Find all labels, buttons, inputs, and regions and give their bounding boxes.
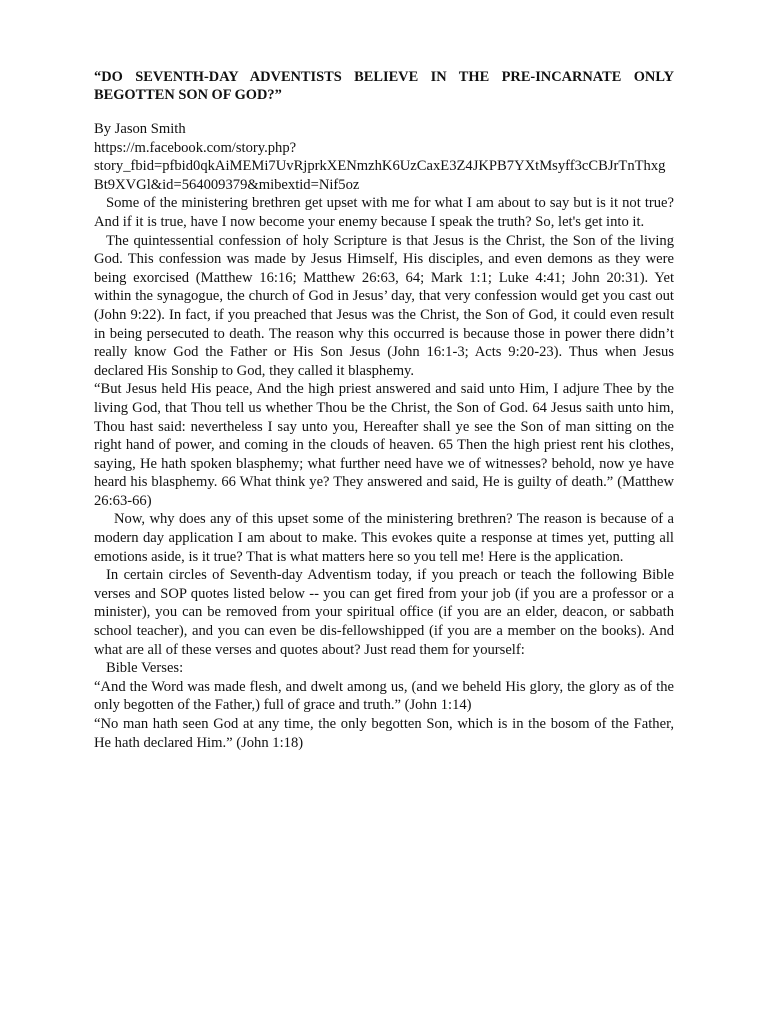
document-page: [94, 68, 674, 752]
paragraph-matthew-quote: “But Jesus held His peace, And the high priest answered and said unto Him, I adjure Thee by the living God, that Thou tell us whether Thou be the Christ, the Son of God. 64 Jesus saith unto him, Thou hast said: nevertheless I say unto you, Hereafter shall ye see the Son of man sitting on the right hand of power, and coming in the clouds of heaven. 65 Then the high priest rent his clothes, saying, He hath spoken blasphemy; what further need have we of witnesses? behold, now ye have heard his blasphemy. 66 What think ye? They answered and said, He is guilty of death.” (Matthew 26:63-66): [94, 381, 674, 509]
paragraph-john-1-14: “And the Word was made flesh, and dwelt among us, (and we beheld His glory, the glory as of the only begotten of the Father,) full of grace and truth.” (John 1:14): [94, 678, 674, 714]
source-url-line-2: story_fbid=pfbid0qkAiMEMi7UvRjprkXENmzhK6UzCaxE3Z4JKPB7YXtMsyff3cCBJrTnThxgBt9XVGl&id=564009379&mibextid=Nif5oz: [94, 158, 666, 193]
paragraph-application-intro: Now, why does any of this upset some of the ministering brethren? The reason is because of a modern day application I am about to make. This evokes quite a response at times yet, putting all emotions aside, is it true? That is what matters here so you tell me! Here is the application.: [94, 511, 674, 565]
paragraph-application: In certain circles of Seventh-day Adventism today, if you preach or teach the following Bible verses and SOP quotes listed below -- you can get fired from your job (if you are a professor or a minister), you can be removed from your spiritual office (if you are an elder, deacon, or sabbath school teacher), and you can even be dis-fellowshipped (if you are a member on the books). And what are all of these verses and quotes about? Just read them for yourself:: [94, 567, 674, 658]
bible-verses-heading: Bible Verses:: [106, 660, 184, 677]
paragraph-john-1-18: “No man hath seen God at any time, the only begotten Son, which is in the bosom of the Father, He hath declared Him.” (John 1:18): [94, 716, 674, 751]
document-title: “DO SEVENTH-DAY ADVENTISTS BELIEVE IN THE PRE-INCARNATE ONLY BEGOTTEN SON OF GOD?”: [94, 69, 674, 103]
paragraph-intro: Some of the ministering brethren get upset with me for what I am about to say but is it not true? And if it is true, have I now become your enemy because I speak the truth? So, let's get into it.: [94, 195, 674, 230]
source-url-line-1: https://m.facebook.com/story.php?: [94, 139, 297, 156]
author-byline: By Jason Smith: [94, 121, 186, 137]
paragraph-confession: The quintessential confession of holy Scripture is that Jesus is the Christ, the Son of the living God. This confession was made by Jesus Himself, His disciples, and even demons as they were being exorcised (Matthew 16:16; Matthew 26:63, 64; Mark 1:1; Luke 4:41; John 20:31). Yet within the synagogue, the church of God in Jesus’ day, that very confession would get you cast out (John 9:22). In fact, if you preached that Jesus was the Christ, the Son of God, it could even result in being persecuted to death. The reason why this occurred is because those in power there didn’t really know God the Father or His Son Jesus (John 16:1-3; Acts 9:20-23). Thus when Jesus declared His Sonship to God, they called it blasphemy.: [94, 232, 674, 379]
